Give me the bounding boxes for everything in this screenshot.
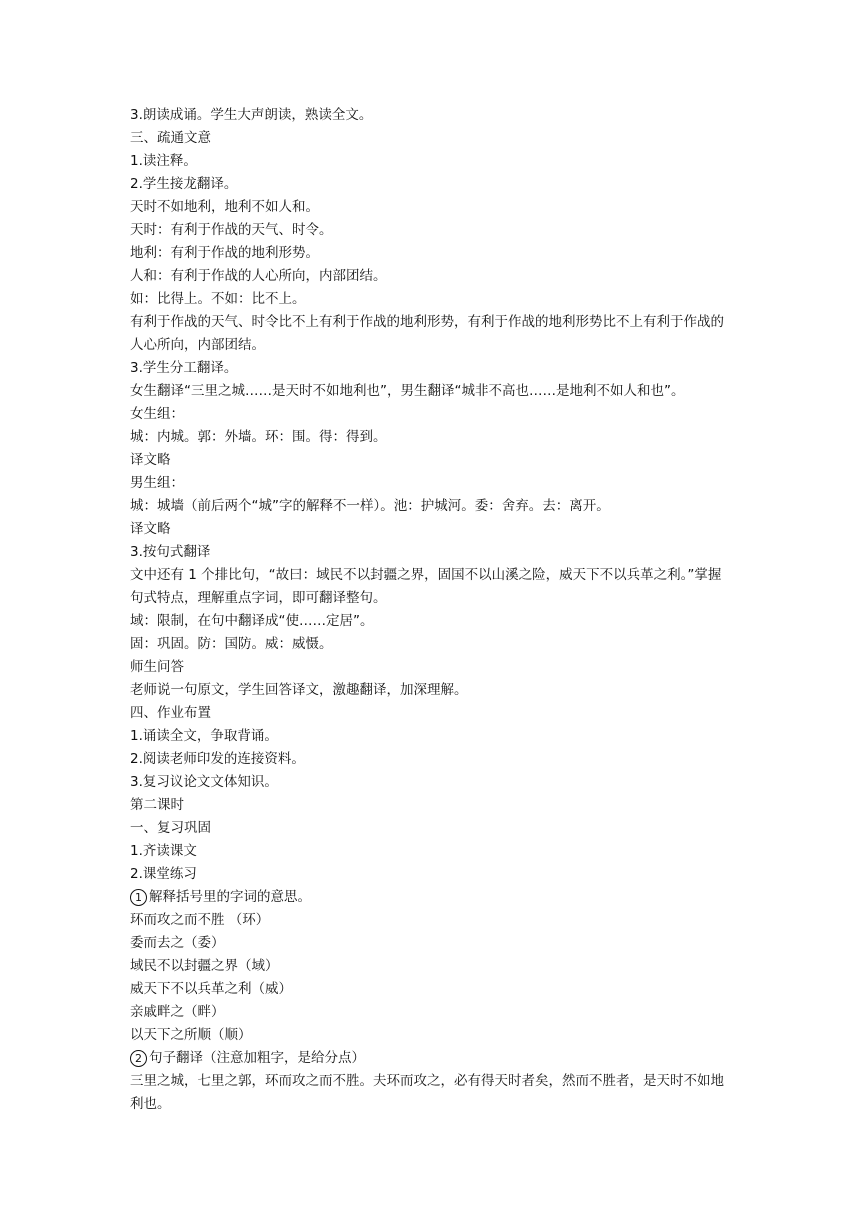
text-line: 男生组： xyxy=(130,475,184,491)
text-line: 人和：有利于作战的人心所向，内部团结。 xyxy=(130,268,387,284)
text-line: 域民不以封疆之界（域） xyxy=(130,958,279,974)
text-line: 译文略 xyxy=(130,452,171,468)
text-paragraph: 有利于作战的天气、时令比不上有利于作战的地利形势，有利于作战的地利形势比不上有利于作战的人心所向，内部团结。 xyxy=(130,314,724,353)
text-line: 固：巩固。防：国防。威：威慑。 xyxy=(130,636,333,652)
text-line: 域：限制，在句中翻译成“使……定居”。 xyxy=(130,613,374,629)
section-heading: 一、复习巩固 xyxy=(130,820,211,836)
numbered-item xyxy=(130,886,734,909)
text-line: 3.按句式翻译 xyxy=(130,544,211,560)
circled-number-2: 2 xyxy=(130,1050,147,1067)
text-line: 天时不如地利，地利不如人和。 xyxy=(130,199,319,215)
text-line: 2.学生接龙翻译。 xyxy=(130,176,238,192)
text-line: 天时：有利于作战的天气、时令。 xyxy=(130,222,333,238)
text-line: 城：内城。郭：外墙。环：围。得：得到。 xyxy=(130,429,387,445)
text-line: 城：城墙（前后两个“城”字的解释不一样）。池：护城河。委：舍弃。去：离开。 xyxy=(130,498,610,514)
lesson-heading: 第二课时 xyxy=(130,797,184,813)
text-line: 3.复习议论文文体知识。 xyxy=(130,774,278,790)
text-line: 3.学生分工翻译。 xyxy=(130,360,238,376)
item-text: 解释括号里的字词的意思。 xyxy=(149,889,311,905)
text-line: 以天下之所顺（顺） xyxy=(130,1027,252,1043)
section-heading: 三、疏通文意 xyxy=(130,130,211,146)
text-line: 译文略 xyxy=(130,521,171,537)
text-line: 1.读注释。 xyxy=(130,153,197,169)
text-line: 1.齐读课文 xyxy=(130,843,197,859)
text-line: 女生翻译“三里之城……是天时不如地利也”，男生翻译“城非不高也……是地利不如人和也”。 xyxy=(130,383,685,399)
text-line: 威天下不以兵革之利（威） xyxy=(130,981,292,997)
text-line: 1.诵读全文，争取背诵。 xyxy=(130,728,278,744)
text-line: 3.朗读成诵。学生大声朗读，熟读全文。 xyxy=(130,107,373,123)
text-line: 2.课堂练习 xyxy=(130,866,197,882)
text-line: 如：比得上。不如：比不上。 xyxy=(130,291,306,307)
text-line: 师生问答 xyxy=(130,659,184,675)
text-line: 地利：有利于作战的地利形势。 xyxy=(130,245,319,261)
text-line: 女生组： xyxy=(130,406,184,422)
text-line: 环而攻之而不胜 （环） xyxy=(130,912,270,928)
section-heading: 四、作业布置 xyxy=(130,705,211,721)
numbered-item xyxy=(130,1047,734,1070)
text-paragraph: 文中还有 1 个排比句，“故曰：域民不以封疆之界，固国不以山溪之险，威天下不以兵革之利。”掌握句式特点，理解重点字词，即可翻译整句。 xyxy=(130,567,722,606)
item-text: 句子翻译（注意加粗字，是给分点） xyxy=(149,1050,365,1066)
text-line: 老师说一句原文，学生回答译文，激趣翻译，加深理解。 xyxy=(130,682,468,698)
text-line: 2.阅读老师印发的连接资料。 xyxy=(130,751,305,767)
text-paragraph: 三里之城，七里之郭，环而攻之而不胜。夫环而攻之，必有得天时者矣，然而不胜者，是天时不如地利也。 xyxy=(130,1073,724,1112)
text-line: 委而去之（委） xyxy=(130,935,225,951)
document-body xyxy=(130,104,734,1116)
text-line: 亲戚畔之（畔） xyxy=(130,1004,225,1020)
circled-number-1: 1 xyxy=(130,889,147,906)
